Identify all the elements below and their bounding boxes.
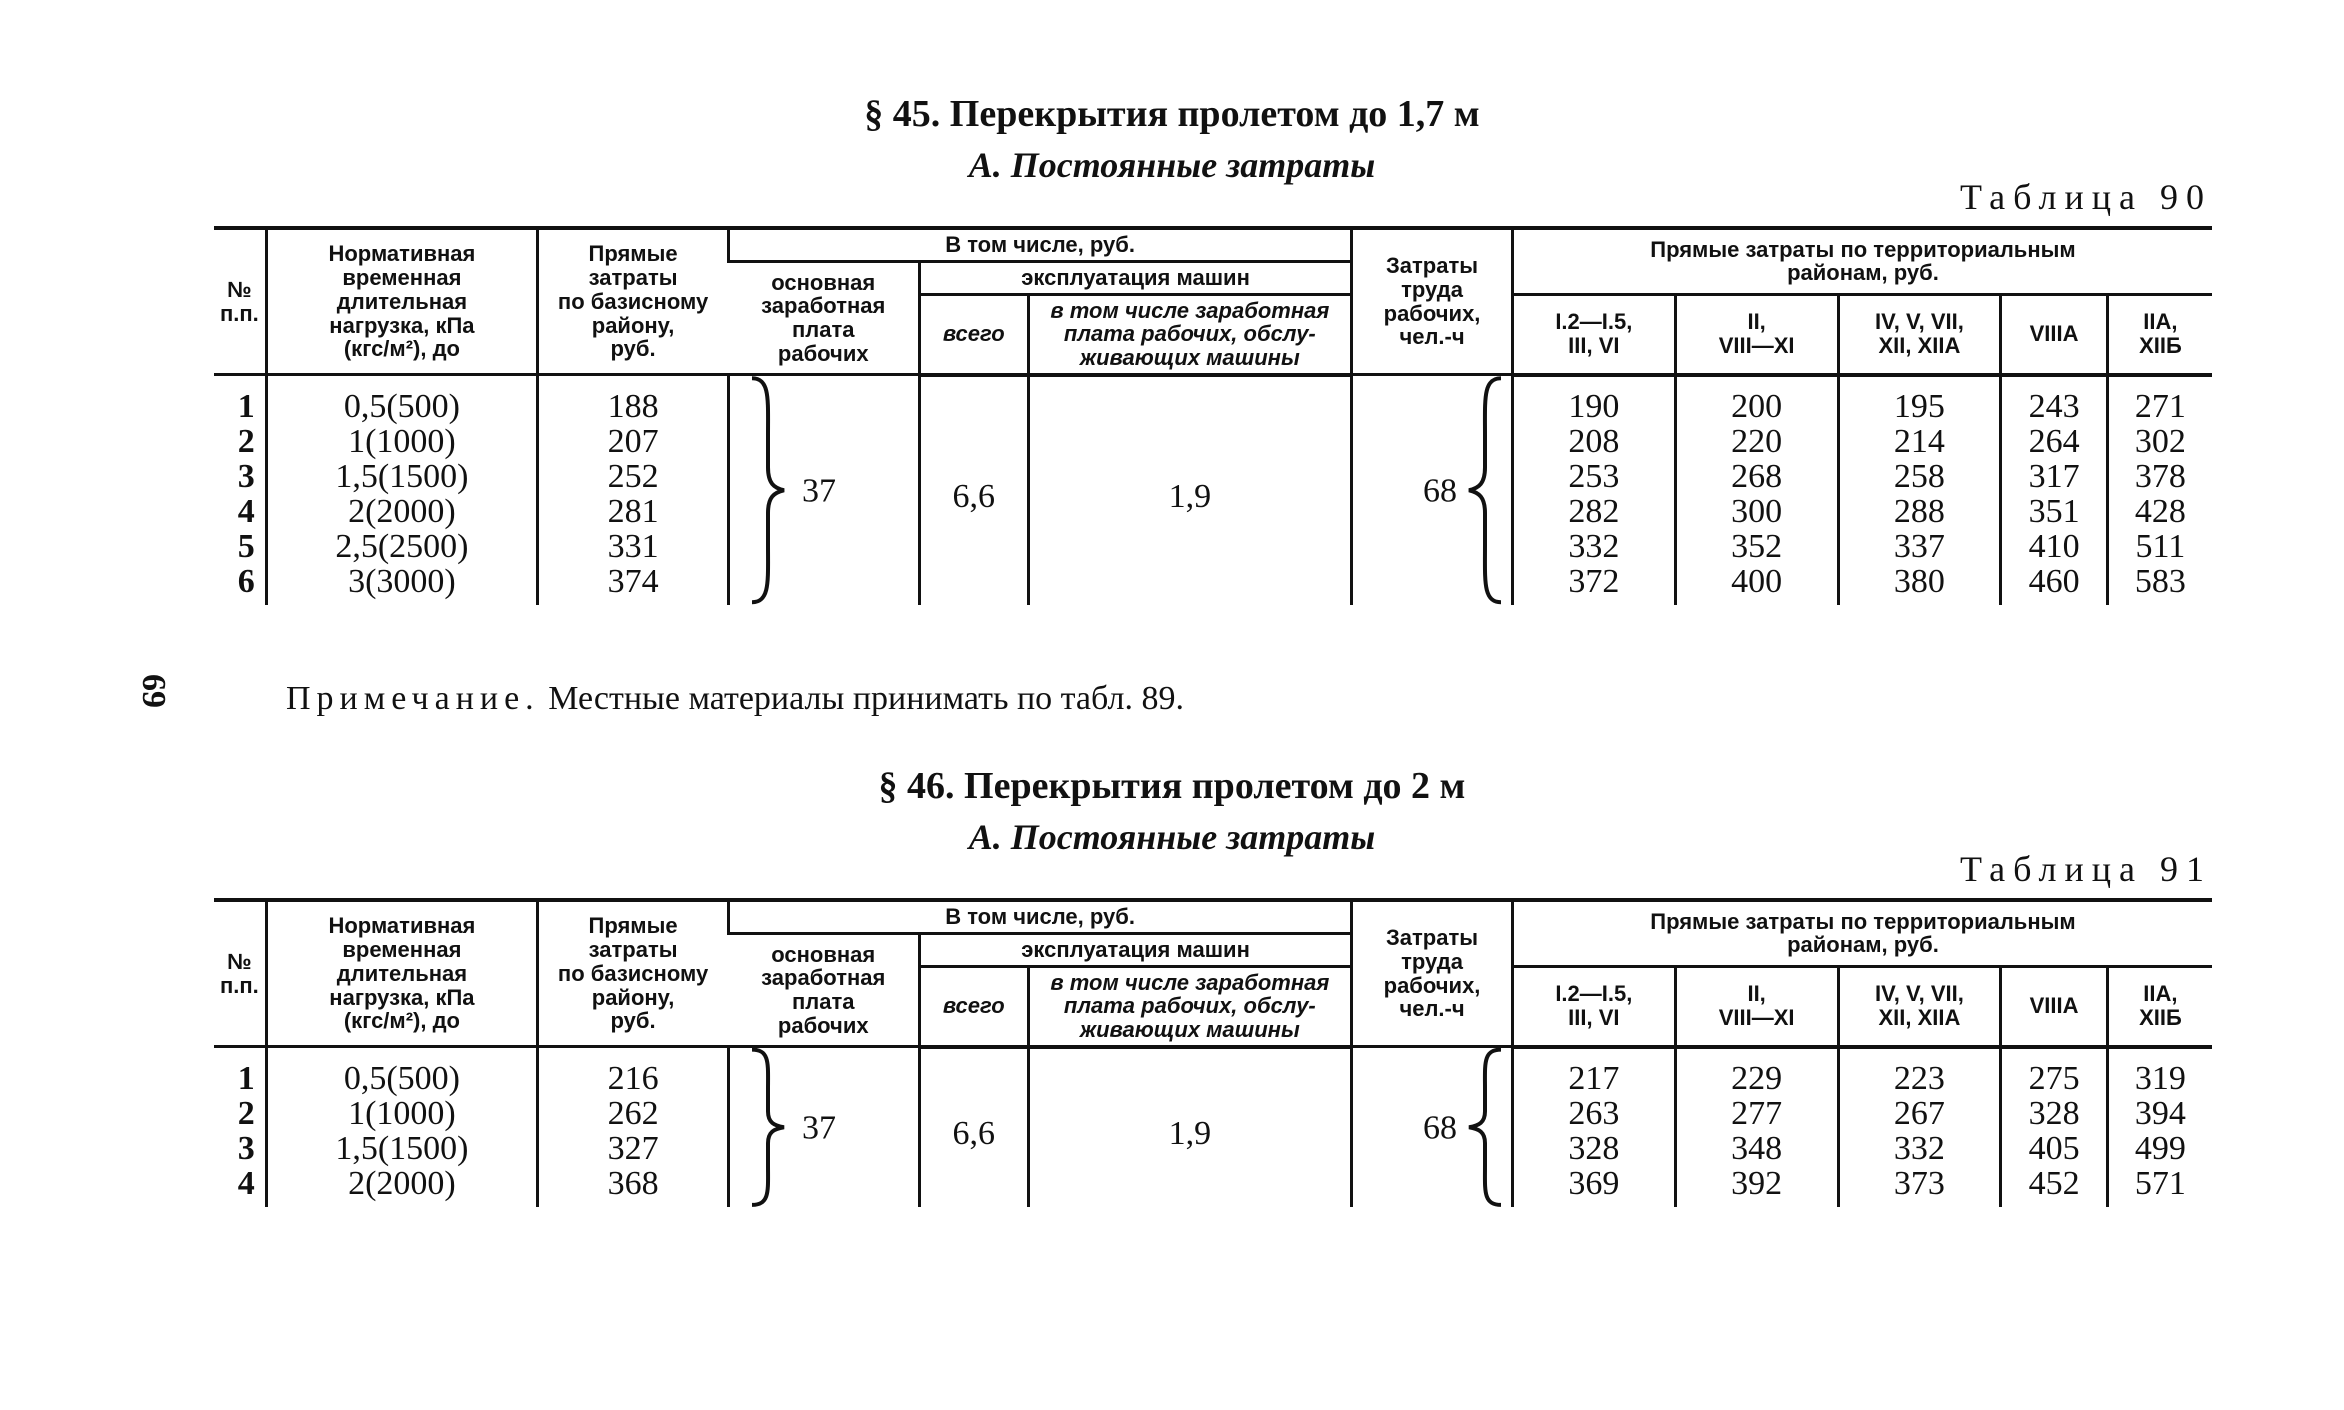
header-line: руб. <box>610 336 656 362</box>
header-num <box>214 228 266 375</box>
table-header <box>214 900 2212 1047</box>
header-line: Прямые <box>588 913 678 939</box>
header-labor <box>1352 900 1513 1047</box>
row-number: 3 <box>237 1129 255 1167</box>
machine-total-cell: 6,6 <box>919 1047 1028 1207</box>
region-cost-cell: 319 <box>2107 1047 2212 1096</box>
machine-total-cell: 6,6 <box>919 375 1028 605</box>
header-line: районам, руб. <box>1787 932 1939 958</box>
load-cell: 1(1000) <box>266 1096 537 1131</box>
labor-cell <box>1352 375 1513 605</box>
region-cost-cell: 372 <box>1512 564 1675 605</box>
region-cost-cell: 217 <box>1512 1047 1675 1096</box>
header-region-4 <box>2001 294 2108 375</box>
region-cost-cell: 317 <box>2001 459 2108 494</box>
header-line: № <box>227 276 252 302</box>
region-cost-cell: 405 <box>2001 1131 2108 1166</box>
direct-cost-cell: 188 <box>538 375 729 424</box>
header-including: В том числе, руб. <box>729 900 1352 933</box>
header-line: нагрузка, кПа <box>329 312 475 338</box>
region-cost-cell: 200 <box>1675 375 1838 424</box>
header-line: руб. <box>610 1008 656 1034</box>
table-91 <box>214 898 2212 1207</box>
load-cell: 2(2000) <box>266 494 537 529</box>
header-line: основная <box>771 269 876 295</box>
region-cost-cell: 351 <box>2001 494 2108 529</box>
region-cost-cell: 400 <box>1675 564 1838 605</box>
header-machine: эксплуатация машин <box>919 261 1351 294</box>
row-number: 1 <box>237 1059 255 1097</box>
header-line: плата <box>791 317 855 342</box>
header-line: труда <box>1401 948 1463 974</box>
header-line: IIA, <box>2143 309 2178 335</box>
header-line: живающих машины <box>1079 345 1300 370</box>
section-title-45: § 45. Перекрытия пролетом до 1,7 м <box>864 93 1480 135</box>
region-cost-cell: 378 <box>2107 459 2212 494</box>
direct-cost-cell: 262 <box>538 1096 729 1131</box>
header-line: Нормативная <box>328 913 476 939</box>
header-direct <box>538 900 729 1047</box>
header-region-3 <box>1838 294 2001 375</box>
header-line: заработная <box>761 293 886 319</box>
region-cost-cell: 328 <box>1512 1131 1675 1166</box>
header-line: плата рабочих, обслу- <box>1063 993 1316 1019</box>
header-line: XII, XIIA <box>1878 333 1961 359</box>
direct-cost-cell: 331 <box>538 529 729 564</box>
header-line: XIIБ <box>2139 333 2182 359</box>
wages-value: 37 <box>802 472 837 509</box>
region-cost-cell: 460 <box>2001 564 2108 605</box>
header-line: VIIIA <box>2029 321 2079 347</box>
header-num <box>214 900 266 1047</box>
header-line: I.2—I.5, <box>1555 981 1633 1007</box>
region-cost-cell: 275 <box>2001 1047 2108 1096</box>
header-line: рабочих, <box>1383 300 1481 326</box>
header-region-1 <box>1512 966 1675 1047</box>
region-cost-cell: 300 <box>1675 494 1838 529</box>
header-line: рабочих <box>777 340 869 366</box>
header-regions-title <box>1512 228 2212 294</box>
load-cell: 0,5(500) <box>266 375 537 424</box>
header-line: временная <box>342 265 462 290</box>
region-cost-cell: 328 <box>2001 1096 2108 1131</box>
header-line: Прямые <box>588 241 678 267</box>
load-cell: 2,5(2500) <box>266 529 537 564</box>
page-number: 69 <box>135 674 172 708</box>
header-line: VIII—XI <box>1718 333 1795 359</box>
load-cell: 2(2000) <box>266 1166 537 1207</box>
region-cost-cell: 220 <box>1675 424 1838 459</box>
region-cost-cell: 282 <box>1512 494 1675 529</box>
row-number: 6 <box>237 562 255 600</box>
table-label-90: Таблица 90 <box>1960 177 2212 217</box>
direct-cost-cell: 327 <box>538 1131 729 1166</box>
load-cell: 0,5(500) <box>266 1047 537 1096</box>
header-line: XIIБ <box>2139 1005 2182 1031</box>
wages-cell <box>729 375 920 605</box>
header-line: IV, V, VII, <box>1874 309 1964 335</box>
header-line: Нормативная <box>328 241 476 267</box>
right-brace-icon <box>748 1048 788 1207</box>
load-cell: 1(1000) <box>266 424 537 459</box>
header-line: плата рабочих, обслу- <box>1063 321 1316 347</box>
region-cost-cell: 352 <box>1675 529 1838 564</box>
region-cost-cell: 271 <box>2107 375 2212 424</box>
header-line: п.п. <box>219 972 259 998</box>
region-cost-cell: 229 <box>1675 1047 1838 1096</box>
header-line: труда <box>1401 276 1463 302</box>
row-number: 4 <box>237 492 255 530</box>
load-cell: 1,5(1500) <box>266 1131 537 1166</box>
region-cost-cell: 208 <box>1512 424 1675 459</box>
table-row <box>214 375 2212 424</box>
header-line: району, <box>591 312 675 338</box>
region-cost-cell: 410 <box>2001 529 2108 564</box>
header-line: (кгс/м²), до <box>343 1008 460 1034</box>
header-line: чел.-ч <box>1399 324 1465 350</box>
section-title-46: § 46. Перекрытия пролетом до 2 м <box>878 765 1466 807</box>
header-line: чел.-ч <box>1399 996 1465 1022</box>
region-cost-cell: 428 <box>2107 494 2212 529</box>
region-cost-cell: 583 <box>2107 564 2212 605</box>
header-line: в том числе заработная <box>1050 297 1330 323</box>
region-cost-cell: 190 <box>1512 375 1675 424</box>
header-line: районам, руб. <box>1787 260 1939 286</box>
header-load <box>266 900 537 1047</box>
header-line: длительная <box>336 288 468 314</box>
region-cost-cell: 223 <box>1838 1047 2001 1096</box>
region-cost-cell: 369 <box>1512 1166 1675 1207</box>
labor-value: 68 <box>1422 1109 1457 1146</box>
header-line: XII, XIIA <box>1878 1005 1961 1031</box>
note-label: Примечание. <box>286 680 540 717</box>
labor-value: 68 <box>1422 472 1457 509</box>
row-number: 2 <box>237 1094 255 1132</box>
table-body <box>214 375 2212 605</box>
header-region-3 <box>1838 966 2001 1047</box>
header-line: рабочих, <box>1383 972 1481 998</box>
header-line: (кгс/м²), до <box>343 336 460 362</box>
header-line: по базисному <box>557 960 709 986</box>
direct-cost-cell: 252 <box>538 459 729 494</box>
right-brace-icon <box>748 376 788 605</box>
header-line: VIIIA <box>2029 993 2079 1019</box>
region-cost-cell: 332 <box>1838 1131 2001 1166</box>
header-line: III, VI <box>1568 1005 1620 1031</box>
direct-cost-cell: 216 <box>538 1047 729 1096</box>
header-region-4 <box>2001 966 2108 1047</box>
direct-cost-cell: 207 <box>538 424 729 459</box>
table-row <box>214 1047 2212 1096</box>
region-cost-cell: 348 <box>1675 1131 1838 1166</box>
header-machine-wages <box>1028 294 1352 375</box>
left-brace-icon <box>1465 376 1505 605</box>
region-cost-cell: 394 <box>2107 1096 2212 1131</box>
header-line: II, <box>1747 981 1766 1007</box>
header-line: IV, V, VII, <box>1874 981 1964 1007</box>
header-region-5 <box>2107 966 2212 1047</box>
header-line: Затраты <box>1386 253 1479 279</box>
header-line: затраты <box>588 937 678 962</box>
direct-cost-cell: 368 <box>538 1166 729 1207</box>
region-cost-cell: 499 <box>2107 1131 2212 1166</box>
region-cost-cell: 288 <box>1838 494 2001 529</box>
region-cost-cell: 571 <box>2107 1166 2212 1207</box>
header-including: В том числе, руб. <box>729 228 1352 261</box>
region-cost-cell: 332 <box>1512 529 1675 564</box>
direct-cost-cell: 374 <box>538 564 729 605</box>
header-line: III, VI <box>1568 333 1620 359</box>
header-line: заработная <box>761 965 886 991</box>
header-machine-total: всего <box>919 966 1028 1047</box>
header-line: по базисному <box>557 288 709 314</box>
row-number: 5 <box>237 527 255 565</box>
header-line: в том числе заработная <box>1050 969 1330 995</box>
header-machine-wages <box>1028 966 1352 1047</box>
header-region-1 <box>1512 294 1675 375</box>
header-line: п.п. <box>219 300 259 326</box>
header-line: рабочих <box>777 1012 869 1038</box>
machine-wages-cell: 1,9 <box>1028 375 1352 605</box>
header-direct <box>538 228 729 375</box>
region-cost-cell: 268 <box>1675 459 1838 494</box>
region-cost-cell: 337 <box>1838 529 2001 564</box>
row-number: 4 <box>237 1164 255 1202</box>
header-line: плата <box>791 989 855 1014</box>
wages-cell <box>729 1047 920 1207</box>
header-machine-total: всего <box>919 294 1028 375</box>
machine-wages-cell: 1,9 <box>1028 1047 1352 1207</box>
header-region-2 <box>1675 966 1838 1047</box>
note-text: Местные материалы принимать по табл. 89. <box>539 680 1184 717</box>
header-line: № <box>227 948 252 974</box>
region-cost-cell: 380 <box>1838 564 2001 605</box>
region-cost-cell: 277 <box>1675 1096 1838 1131</box>
region-cost-cell: 258 <box>1838 459 2001 494</box>
header-region-5 <box>2107 294 2212 375</box>
header-line: I.2—I.5, <box>1555 309 1633 335</box>
table-90 <box>214 226 2212 605</box>
table-label-91: Таблица 91 <box>1960 849 2212 889</box>
region-cost-cell: 511 <box>2107 529 2212 564</box>
header-labor <box>1352 228 1513 375</box>
header-region-2 <box>1675 294 1838 375</box>
header-line: Прямые затраты по территориальным <box>1650 236 2076 262</box>
header-line: IIA, <box>2143 981 2178 1007</box>
table-note <box>286 680 1184 718</box>
table-body <box>214 1047 2212 1207</box>
region-cost-cell: 267 <box>1838 1096 2001 1131</box>
section-subtitle-45: А. Постоянные затраты <box>968 145 1376 185</box>
labor-cell <box>1352 1047 1513 1207</box>
header-line: II, <box>1747 309 1766 335</box>
header-line: нагрузка, кПа <box>329 984 475 1010</box>
region-cost-cell: 253 <box>1512 459 1675 494</box>
header-wages <box>729 933 920 1047</box>
left-brace-icon <box>1465 1048 1505 1207</box>
load-cell: 3(3000) <box>266 564 537 605</box>
header-line: временная <box>342 937 462 962</box>
region-cost-cell: 302 <box>2107 424 2212 459</box>
row-number: 1 <box>237 387 255 425</box>
region-cost-cell: 243 <box>2001 375 2108 424</box>
table-header <box>214 228 2212 375</box>
header-line: основная <box>771 941 876 967</box>
load-cell: 1,5(1500) <box>266 459 537 494</box>
header-machine: эксплуатация машин <box>919 933 1351 966</box>
header-line: VIII—XI <box>1718 1005 1795 1031</box>
section-subtitle-46: А. Постоянные затраты <box>968 817 1376 857</box>
row-number: 3 <box>237 457 255 495</box>
header-line: Затраты <box>1386 925 1479 951</box>
header-line: Прямые затраты по территориальным <box>1650 908 2076 934</box>
row-number: 2 <box>237 422 255 460</box>
region-cost-cell: 373 <box>1838 1166 2001 1207</box>
region-cost-cell: 264 <box>2001 424 2108 459</box>
header-regions-title <box>1512 900 2212 966</box>
region-cost-cell: 214 <box>1838 424 2001 459</box>
header-wages <box>729 261 920 375</box>
direct-cost-cell: 281 <box>538 494 729 529</box>
wages-value: 37 <box>802 1109 837 1146</box>
region-cost-cell: 195 <box>1838 375 2001 424</box>
header-line: району, <box>591 984 675 1010</box>
header-line: живающих машины <box>1079 1017 1300 1042</box>
header-line: длительная <box>336 960 468 986</box>
header-line: затраты <box>588 265 678 290</box>
region-cost-cell: 392 <box>1675 1166 1838 1207</box>
region-cost-cell: 263 <box>1512 1096 1675 1131</box>
header-load <box>266 228 537 375</box>
region-cost-cell: 452 <box>2001 1166 2108 1207</box>
